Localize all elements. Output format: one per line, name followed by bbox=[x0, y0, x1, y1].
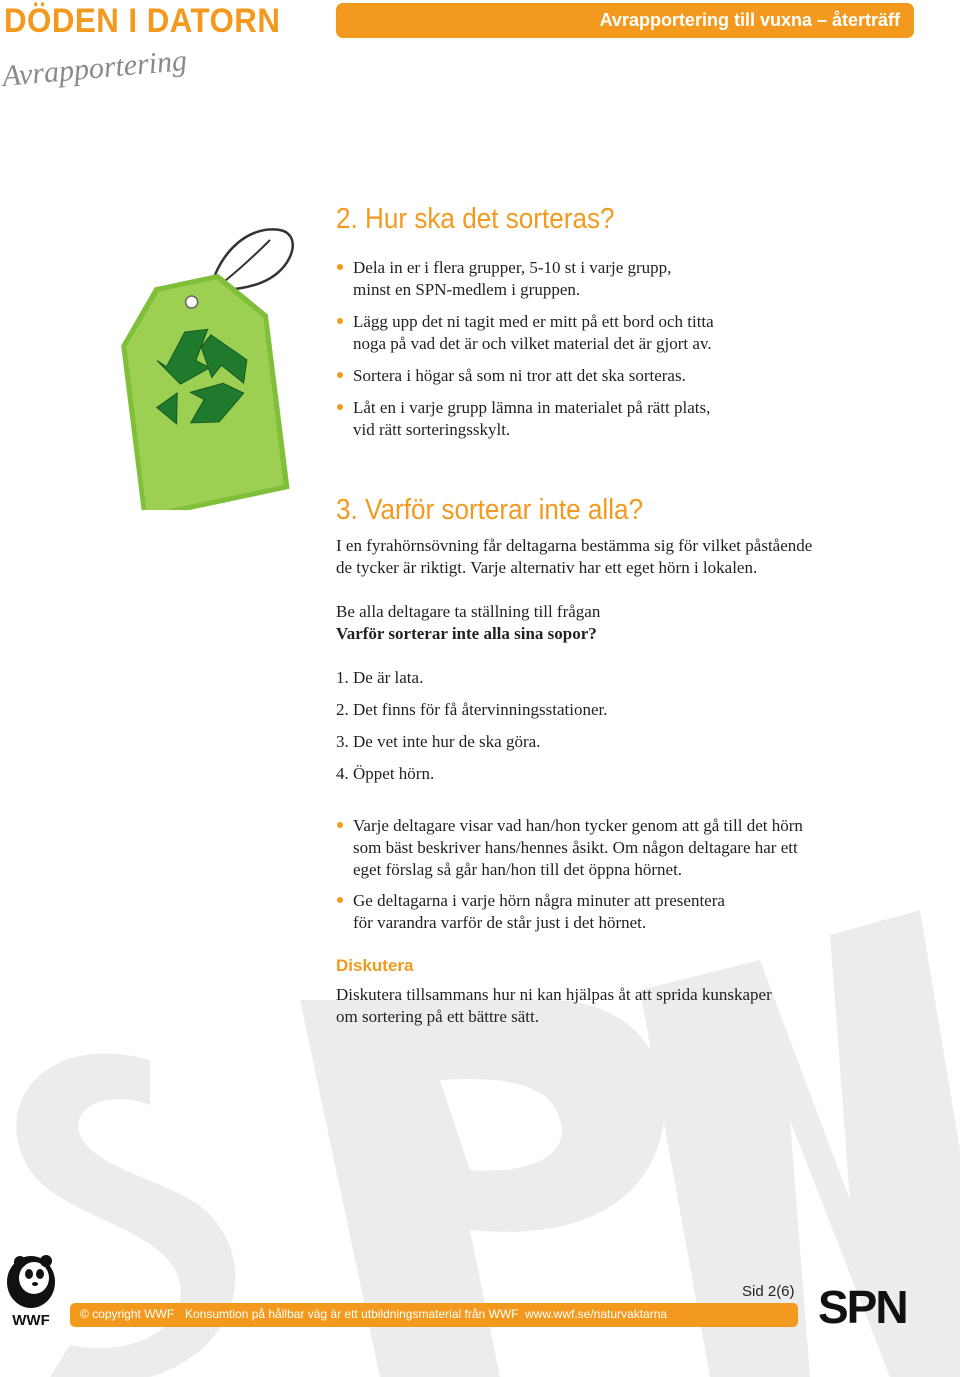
bullet-line: Varje deltagare visar vad han/hon tycker genom att gå till det hörn bbox=[353, 816, 803, 835]
bullet-dot bbox=[337, 897, 343, 903]
section-3-question-block bbox=[336, 601, 936, 645]
corner-options-list bbox=[336, 667, 836, 795]
bullet-line: minst en SPN-medlem i gruppen. bbox=[353, 280, 581, 299]
option-item: 4. Öppet hörn. bbox=[336, 764, 435, 783]
list-item bbox=[336, 397, 916, 441]
bullet-line: Ge deltagarna i varje hörn några minuter att presentera bbox=[353, 891, 725, 910]
section-3-heading: 3. Varför sorterar inte alla? bbox=[336, 494, 644, 526]
discuss-line: Diskutera tillsammans hur ni kan hjälpas åt att sprida kunskaper bbox=[336, 985, 772, 1004]
option-item: 2. Det finns för få återvinningsstationer. bbox=[336, 700, 608, 719]
bullet-line: för varandra varför de står just i det hörnet. bbox=[353, 913, 647, 932]
bullet-line: vid rätt sorteringsskylt. bbox=[353, 420, 511, 439]
list-item bbox=[336, 365, 916, 387]
option-item: 3. De vet inte hur de ska göra. bbox=[336, 732, 541, 751]
bullet-dot bbox=[337, 404, 343, 410]
list-item bbox=[336, 890, 936, 934]
header-banner-text: Avrapportering till vuxna – återträff bbox=[599, 10, 900, 30]
section-3-bullet-list bbox=[336, 815, 936, 934]
spn-logo: SPN bbox=[818, 1281, 907, 1333]
bullet-line: Lägg upp det ni tagit med er mitt på ett bord och titta bbox=[353, 312, 714, 331]
bullet-line: Sortera i högar så som ni tror att det ska sorteras. bbox=[353, 366, 686, 385]
bullet-dot bbox=[337, 372, 343, 378]
discuss-text bbox=[336, 984, 936, 1028]
discuss-line: om sortering på ett bättre sätt. bbox=[336, 1007, 539, 1026]
section-2-heading: 2. Hur ska det sorteras? bbox=[336, 203, 615, 235]
bullet-line: Dela in er i flera grupper, 5-10 st i varje grupp, bbox=[353, 258, 672, 277]
page-number: Sid 2(6) bbox=[742, 1283, 795, 1300]
document-title: DÖDEN I DATORN bbox=[4, 2, 281, 40]
section-2-bullet-list bbox=[336, 257, 916, 441]
section-3-intro bbox=[336, 535, 936, 579]
footer-description: Konsumtion på hållbar väg är ett utbildningsmaterial från WWF bbox=[185, 1307, 519, 1321]
bullet-dot bbox=[337, 822, 343, 828]
intro-line: I en fyrahörnsövning får deltagarna bestämma sig för vilket påstående bbox=[336, 536, 813, 555]
bullet-line: Låt en i varje grupp lämna in materialet på rätt plats, bbox=[353, 398, 711, 417]
recycle-tag-icon bbox=[100, 220, 310, 510]
header-banner bbox=[336, 3, 914, 38]
wwf-logo-text: WWF bbox=[12, 1312, 50, 1328]
bullet-line: eget förslag så går han/hon till det öppna hörnet. bbox=[353, 860, 683, 879]
option-item: 1. De är lata. bbox=[336, 668, 424, 687]
list-item bbox=[336, 257, 916, 301]
footer-bar bbox=[70, 1303, 798, 1327]
discuss-heading: Diskutera bbox=[336, 956, 414, 975]
bullet-line: som bäst beskriver hans/hennes åsikt. Om någon deltagare har ett bbox=[353, 838, 798, 857]
intro-line: de tycker är riktigt. Varje alternativ har ett eget hörn i lokalen. bbox=[336, 558, 758, 577]
bullet-dot bbox=[337, 264, 343, 270]
question-prompt: Be alla deltagare ta ställning till frågan bbox=[336, 602, 601, 621]
footer-url[interactable]: www.wwf.se/naturvaktarna bbox=[525, 1307, 668, 1321]
footer-copyright: © copyright WWF bbox=[80, 1307, 175, 1321]
bullet-line: noga på vad det är och vilket material det är gjort av. bbox=[353, 334, 712, 353]
wwf-panda-icon bbox=[4, 1254, 58, 1328]
list-item bbox=[336, 311, 916, 355]
bullet-dot bbox=[337, 318, 343, 324]
document-subtitle: Avrapportering bbox=[1, 44, 189, 94]
list-item bbox=[336, 815, 936, 881]
question-text: Varför sorterar inte alla sina sopor? bbox=[336, 624, 597, 643]
